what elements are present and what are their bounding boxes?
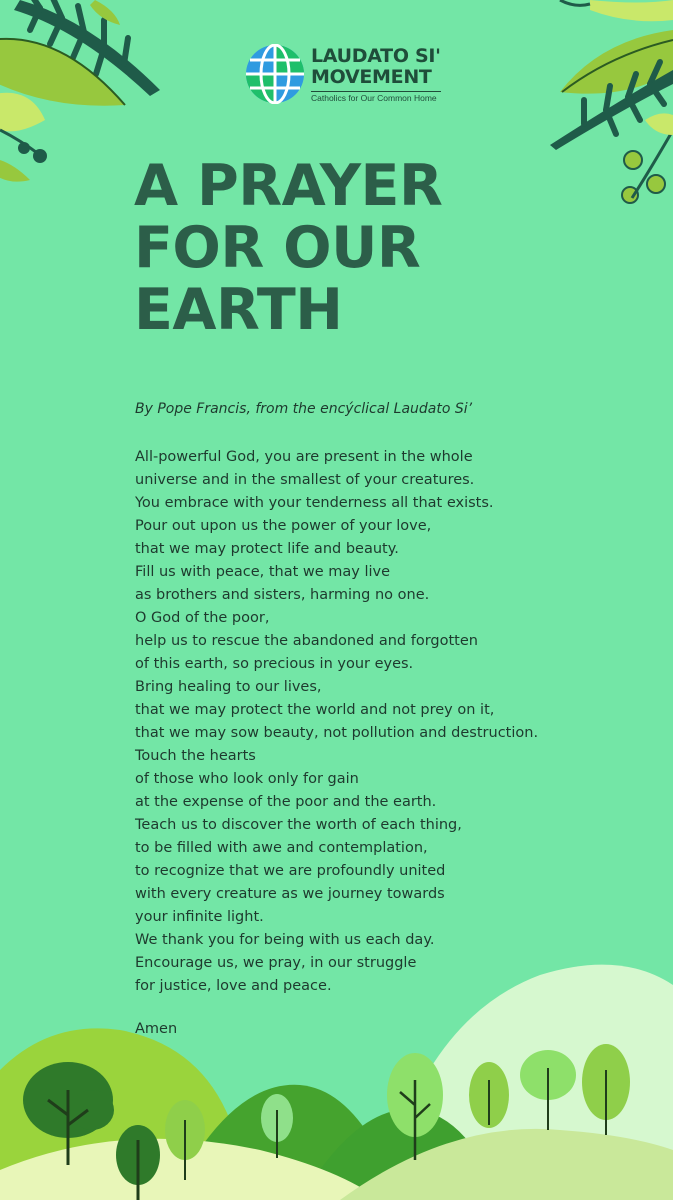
prayer-line: to be filled with awe and contemplation, bbox=[135, 840, 428, 856]
title-line: EARTH bbox=[134, 277, 343, 343]
prayer-line: with every creature as we journey towards bbox=[135, 886, 445, 902]
prayer-line: Bring healing to our lives, bbox=[135, 679, 322, 695]
prayer-line: Touch the hearts bbox=[135, 748, 256, 764]
byline: By Pope Francis, from the encýclical Laudato Si’ bbox=[135, 401, 473, 417]
prayer-line: that we may protect the world and not prey on it, bbox=[135, 702, 495, 718]
prayer-line: of this earth, so precious in your eyes. bbox=[135, 656, 414, 672]
prayer-line: universe and in the smallest of your creatures. bbox=[135, 472, 475, 488]
prayer-text bbox=[135, 446, 538, 998]
logo-name-line-1: LAUDATO SI' bbox=[311, 44, 441, 67]
laudato-si-logo bbox=[245, 44, 441, 104]
prayer-line: that we may protect life and beauty. bbox=[135, 541, 399, 557]
prayer-line: to recognize that we are profoundly united bbox=[135, 863, 446, 879]
prayer-line: O God of the poor, bbox=[135, 610, 270, 626]
closing-amen: Amen bbox=[135, 1021, 178, 1037]
prayer-line: your infinite light. bbox=[135, 909, 264, 925]
prayer-line: Fill us with peace, that we may live bbox=[135, 564, 391, 580]
page-title bbox=[134, 155, 442, 341]
prayer-line: You embrace with your tenderness all that exists. bbox=[135, 495, 494, 511]
title-line: A PRAYER bbox=[134, 153, 443, 219]
prayer-line: We thank you for being with us each day. bbox=[135, 932, 435, 948]
prayer-line: of those who look only for gain bbox=[135, 771, 359, 787]
title-line: FOR OUR bbox=[134, 215, 421, 281]
logo-name-line-2: MOVEMENT bbox=[311, 65, 432, 88]
prayer-line: as brothers and sisters, harming no one. bbox=[135, 587, 430, 603]
prayer-line: Teach us to discover the worth of each thing, bbox=[135, 817, 462, 833]
top-right-leaves-decoration bbox=[550, 0, 673, 203]
prayer-line: help us to rescue the abandoned and forgotten bbox=[135, 633, 478, 649]
globe-icon bbox=[245, 44, 305, 104]
prayer-line: Pour out upon us the power of your love, bbox=[135, 518, 432, 534]
prayer-line: Encourage us, we pray, in our struggle bbox=[135, 955, 417, 971]
logo-tagline: Catholics for Our Common Home bbox=[311, 91, 441, 103]
prayer-line: for justice, love and peace. bbox=[135, 978, 332, 994]
prayer-line: All-powerful God, you are present in the whole bbox=[135, 449, 473, 465]
prayer-line: at the expense of the poor and the earth. bbox=[135, 794, 437, 810]
prayer-line: that we may sow beauty, not pollution and destruction. bbox=[135, 725, 539, 741]
